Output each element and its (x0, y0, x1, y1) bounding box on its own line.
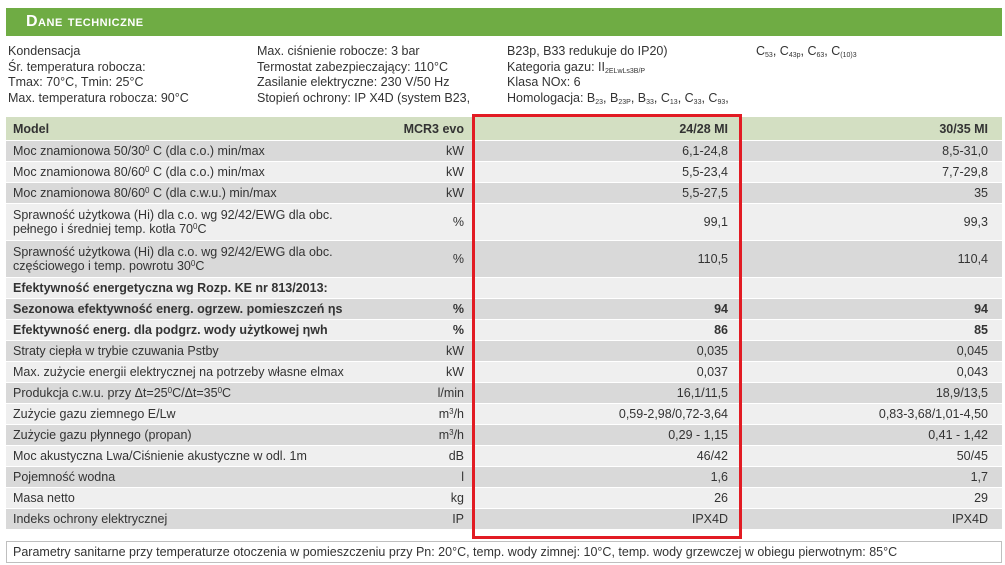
row-value-1: 86 (472, 320, 742, 341)
code-sub: 93 (717, 98, 726, 106)
row-value-2: 99,3 (742, 204, 1002, 241)
homologation-codes: $B_{23}$, $B_{23P}$, $B_{33}$, $C_{13}$, $C_{33}$, $C_{93}$, (586, 90, 729, 106)
row-value-2 (742, 278, 1002, 299)
superscript: 0 (167, 386, 173, 395)
intro-text: B23p, B33 redukuje do IP20) (507, 44, 668, 58)
code-sub: 23 (595, 98, 604, 106)
row-unit: $m^3/h$ (366, 404, 472, 425)
row-value-1: IPX4D (472, 509, 742, 530)
intro-text: Klasa NOx: 6 (507, 75, 581, 89)
intro-text: Max. ciśnienie robocze: 3 bar (257, 44, 420, 58)
gas-category (507, 60, 729, 76)
row-unit: kg (366, 488, 472, 509)
row-label: Moc znamionowa $80/60^0$ C (dla c.w.u.) min/max (6, 183, 366, 204)
code: $B_{23P}$ (610, 90, 631, 106)
row-value-2: 18,9/13,5 (742, 383, 1002, 404)
intro-text: Kondensacja (8, 44, 81, 58)
row-value-2: 50/45 (742, 446, 1002, 467)
row-value-1 (472, 278, 742, 299)
code-sub: (10)3 (840, 52, 857, 59)
code: $C_{43p}$ (779, 44, 801, 59)
row-value-2: 35 (742, 183, 1002, 204)
row-value-2: 7,7-29,8 (742, 162, 1002, 183)
code: $C_{63}$ (807, 44, 825, 59)
table-row (6, 141, 1002, 162)
header-model-1: 24/28 MI (472, 117, 742, 141)
superscript: 0 (190, 259, 196, 268)
code: $C_{33}$ (684, 90, 702, 106)
table-row (6, 278, 1002, 299)
intro-text: Termostat zabezpieczający: 110°C (257, 59, 448, 74)
row-label: Produkcja c.w.u. przy $\Delta t=25^0C/\Delta t=35^0C$ (6, 383, 366, 404)
table-row (6, 488, 1002, 509)
row-value-1: 94 (472, 299, 742, 320)
table-row (6, 446, 1002, 467)
intro-column-4 (756, 44, 857, 60)
row-label: Zużycie gazu płynnego (propan) (6, 425, 366, 446)
row-value-2: 29 (742, 488, 1002, 509)
row-value-1: 1,6 (472, 467, 742, 488)
section-title: Dane techniczne (6, 8, 1002, 36)
row-value-2: 0,83-3,68/1,01-4,50 (742, 404, 1002, 425)
superscript: 0 (217, 386, 223, 395)
row-value-2: IPX4D (742, 509, 1002, 530)
gas-category-label: Kategoria gazu: II (507, 59, 605, 74)
superscript: 0 (145, 165, 150, 174)
superscript: 0 (145, 186, 150, 195)
row-label: Straty ciepła w trybie czuwania Pstby (6, 341, 366, 362)
intro-column-1 (8, 44, 189, 106)
row-unit: kW (366, 162, 472, 183)
row-value-2: 94 (742, 299, 1002, 320)
row-unit: l (366, 467, 472, 488)
table-row (6, 183, 1002, 204)
row-value-1: 6,1-24,8 (472, 141, 742, 162)
code-sub: 63 (816, 52, 825, 59)
code-sub: 43p (788, 52, 801, 59)
superscript: 0 (192, 222, 198, 231)
row-value-1: 5,5-23,4 (472, 162, 742, 183)
superscript: 0 (145, 144, 150, 153)
row-value-2: 0,043 (742, 362, 1002, 383)
table-header-row (6, 117, 1002, 141)
intro-text: Stopień ochrony: IP X4D (system B23, (257, 90, 471, 105)
header-model: Model (6, 117, 366, 141)
intro-column-3 (507, 44, 729, 106)
table-row (6, 241, 1002, 278)
intro-text: Zasilanie elektryczne: 230 V/50 Hz (257, 75, 450, 89)
row-unit: % (366, 204, 472, 241)
row-unit (366, 278, 472, 299)
intro-text: Tmax: 70°C, Tmin: 25°C (8, 75, 144, 89)
row-label: Sprawność użytkowa (Hi) dla c.o. wg 92/42/EWG dla obc. częściowego i temp. powrotu $30^0C$ (6, 241, 366, 278)
row-label: Efektywność energetyczna wg Rozp. KE nr 813/2013: (6, 278, 366, 299)
row-label: Efektywność energ. dla podgrz. wody użytkowej ηwh (6, 320, 366, 341)
table-row (6, 299, 1002, 320)
row-unit: l/min (366, 383, 472, 404)
code: $C_{53}$ (756, 44, 773, 59)
row-value-2: 85 (742, 320, 1002, 341)
row-label: Moc znamionowa $50/30^0$ C (dla c.o.) min/max (6, 141, 366, 162)
table-row (6, 362, 1002, 383)
row-unit: kW (366, 183, 472, 204)
header-model-2: 30/35 MI (742, 117, 1002, 141)
row-label: Sezonowa efektywność energ. ogrzew. pomieszczeń ηs (6, 299, 366, 320)
code-sub: 23P (618, 98, 631, 106)
table-row (6, 425, 1002, 446)
row-value-1: 26 (472, 488, 742, 509)
header-series: MCR3 evo (366, 117, 472, 141)
row-value-1: 99,1 (472, 204, 742, 241)
row-value-1: 0,037 (472, 362, 742, 383)
code-sub: 33 (693, 98, 702, 106)
homologation-codes-continued: $C_{53}$, $C_{43p}$, $C_{63}$, $C_{(10)3}$ (756, 44, 857, 59)
row-unit: dB (366, 446, 472, 467)
row-unit: % (366, 320, 472, 341)
row-value-2: 110,4 (742, 241, 1002, 278)
row-label: Moc znamionowa $80/60^0$ C (dla c.o.) min/max (6, 162, 366, 183)
row-unit: kW (366, 141, 472, 162)
row-label: Max. zużycie energii elektrycznej na potrzeby własne elmax (6, 362, 366, 383)
row-unit: % (366, 299, 472, 320)
row-value-1: 0,59-2,98/0,72-3,64 (472, 404, 742, 425)
table-row (6, 383, 1002, 404)
code: $C_{(10)3}$ (831, 44, 857, 59)
intro-column-2 (257, 44, 470, 106)
row-label: Sprawność użytkowa (Hi) dla c.o. wg 92/42/EWG dla obc. pełnego i średniej temp. kotła $70^0C$ (6, 204, 366, 241)
table-row (6, 320, 1002, 341)
row-value-1: 46/42 (472, 446, 742, 467)
row-unit: IP (366, 509, 472, 530)
code: $B_{23}$ (586, 90, 604, 106)
table-row (6, 467, 1002, 488)
row-value-1: 0,035 (472, 341, 742, 362)
homologation-label: Homologacja: (507, 90, 587, 105)
row-value-1: 0,29 - 1,15 (472, 425, 742, 446)
superscript: 3 (449, 428, 454, 437)
table-row (6, 162, 1002, 183)
row-value-1: 5,5-27,5 (472, 183, 742, 204)
row-value-2: 0,41 - 1,42 (742, 425, 1002, 446)
row-value-2: 8,5-31,0 (742, 141, 1002, 162)
table-row (6, 341, 1002, 362)
row-value-2: 0,045 (742, 341, 1002, 362)
intro-text: Śr. temperatura robocza: (8, 59, 146, 74)
spec-table (6, 117, 1002, 530)
row-unit: % (366, 241, 472, 278)
row-value-1: 16,1/11,5 (472, 383, 742, 404)
intro-text: Max. temperatura robocza: 90°C (8, 90, 189, 105)
row-unit: kW (366, 341, 472, 362)
code-sub: 13 (669, 98, 678, 106)
row-label: Moc akustyczna Lwa/Ciśnienie akustyczne w odl. 1m (6, 446, 366, 467)
row-value-1: 110,5 (472, 241, 742, 278)
row-unit: $m^3/h$ (366, 425, 472, 446)
code-sub: 53 (765, 52, 773, 59)
code: $C_{93}$ (708, 90, 726, 106)
footnote: Parametry sanitarne przy temperaturze otoczenia w pomieszczeniu przy Pn: 20°C, temp. wody zimnej: 10°C, temp. wody grzewczej w obiegu pierwotnym: 85°C (6, 541, 1002, 563)
code: $B_{33}$ (637, 90, 654, 106)
table-row (6, 509, 1002, 530)
row-label: Indeks ochrony elektrycznej (6, 509, 366, 530)
table-row (6, 404, 1002, 425)
row-label: Pojemność wodna (6, 467, 366, 488)
table-row (6, 204, 1002, 241)
homologation (507, 91, 729, 107)
row-label: Masa netto (6, 488, 366, 509)
superscript: 3 (449, 407, 454, 416)
gas-category-sub: 2ELwLs3B/P (604, 67, 646, 75)
code-sub: 33 (646, 98, 654, 106)
row-value-2: 1,7 (742, 467, 1002, 488)
row-unit: kW (366, 362, 472, 383)
code: $C_{13}$ (660, 90, 678, 106)
row-label: Zużycie gazu ziemnego E/Lw (6, 404, 366, 425)
